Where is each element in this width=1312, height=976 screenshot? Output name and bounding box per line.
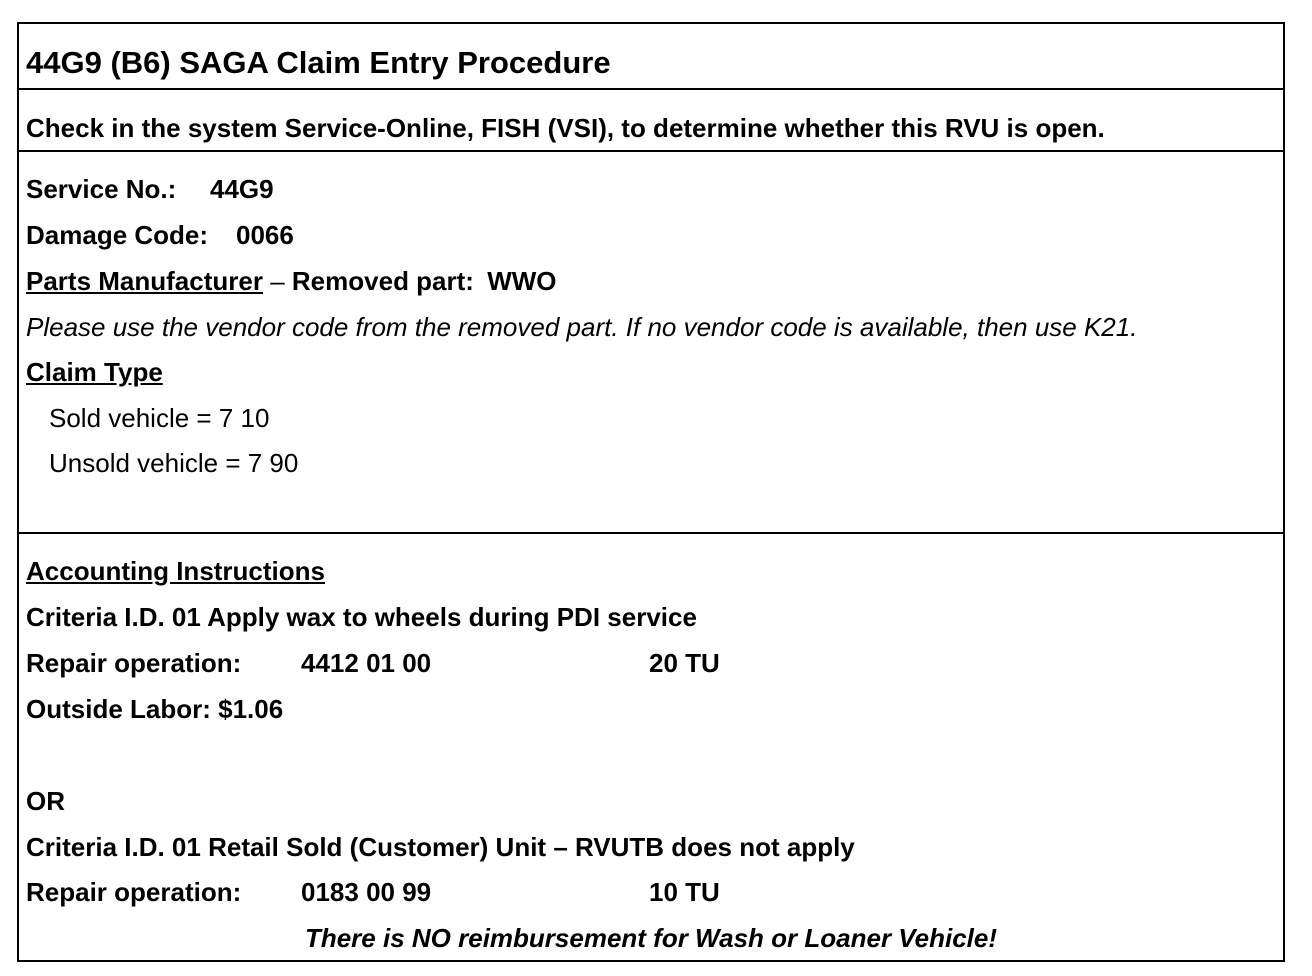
page-title: 44G9 (B6) SAGA Claim Entry Procedure bbox=[26, 45, 611, 80]
repair-operation-1 bbox=[26, 647, 720, 679]
unsold-vehicle: Unsold vehicle = 7 90 bbox=[49, 448, 299, 478]
check-note: Check in the system Service-Online, FISH (VSI), to determine whether this RVU is open. bbox=[26, 113, 1105, 143]
no-reimbursement-note: There is NO reimbursement for Wash or Loaner Vehicle! bbox=[304, 923, 998, 953]
vendor-note: Please use the vendor code from the removed part. If no vendor code is available, then use K21. bbox=[26, 312, 1138, 342]
repair-operation-2 bbox=[26, 876, 720, 908]
criteria-2: Criteria I.D. 01 Retail Sold (Customer) Unit – RVUTB does not apply bbox=[26, 832, 855, 862]
repair-tu-2: 10 TU bbox=[649, 877, 720, 907]
repair-tu-1: 20 TU bbox=[649, 648, 720, 678]
divider-title bbox=[17, 88, 1285, 90]
repair-code-2: 0183 00 99 bbox=[301, 877, 432, 907]
service-no-row bbox=[26, 173, 274, 205]
claim-type-heading: Claim Type bbox=[26, 357, 163, 387]
or-separator: OR bbox=[26, 786, 65, 816]
damage-code-label: Damage Code: bbox=[26, 220, 209, 250]
procedure-table bbox=[17, 22, 1285, 962]
service-no-value: 44G9 bbox=[210, 174, 274, 204]
sold-vehicle: Sold vehicle = 7 10 bbox=[49, 403, 270, 433]
service-no-label: Service No.: bbox=[26, 174, 177, 204]
parts-manufacturer-row bbox=[26, 265, 557, 297]
damage-code-row bbox=[26, 219, 294, 251]
divider-check bbox=[17, 150, 1285, 152]
outside-labor: Outside Labor: $1.06 bbox=[26, 694, 284, 724]
repair-label-2: Repair operation: bbox=[26, 877, 242, 907]
repair-code-1: 4412 01 00 bbox=[301, 648, 432, 678]
criteria-1: Criteria I.D. 01 Apply wax to wheels during PDI service bbox=[26, 602, 697, 632]
parts-manufacturer-label: Parts Manufacturer bbox=[26, 266, 263, 296]
damage-code-value: 0066 bbox=[236, 220, 294, 250]
repair-label-1: Repair operation: bbox=[26, 648, 242, 678]
removed-part-label: Removed part: bbox=[291, 266, 474, 296]
dash: – bbox=[270, 266, 285, 296]
divider-accounting bbox=[17, 532, 1285, 534]
accounting-heading: Accounting Instructions bbox=[26, 556, 325, 586]
removed-part-value: WWO bbox=[487, 266, 557, 296]
